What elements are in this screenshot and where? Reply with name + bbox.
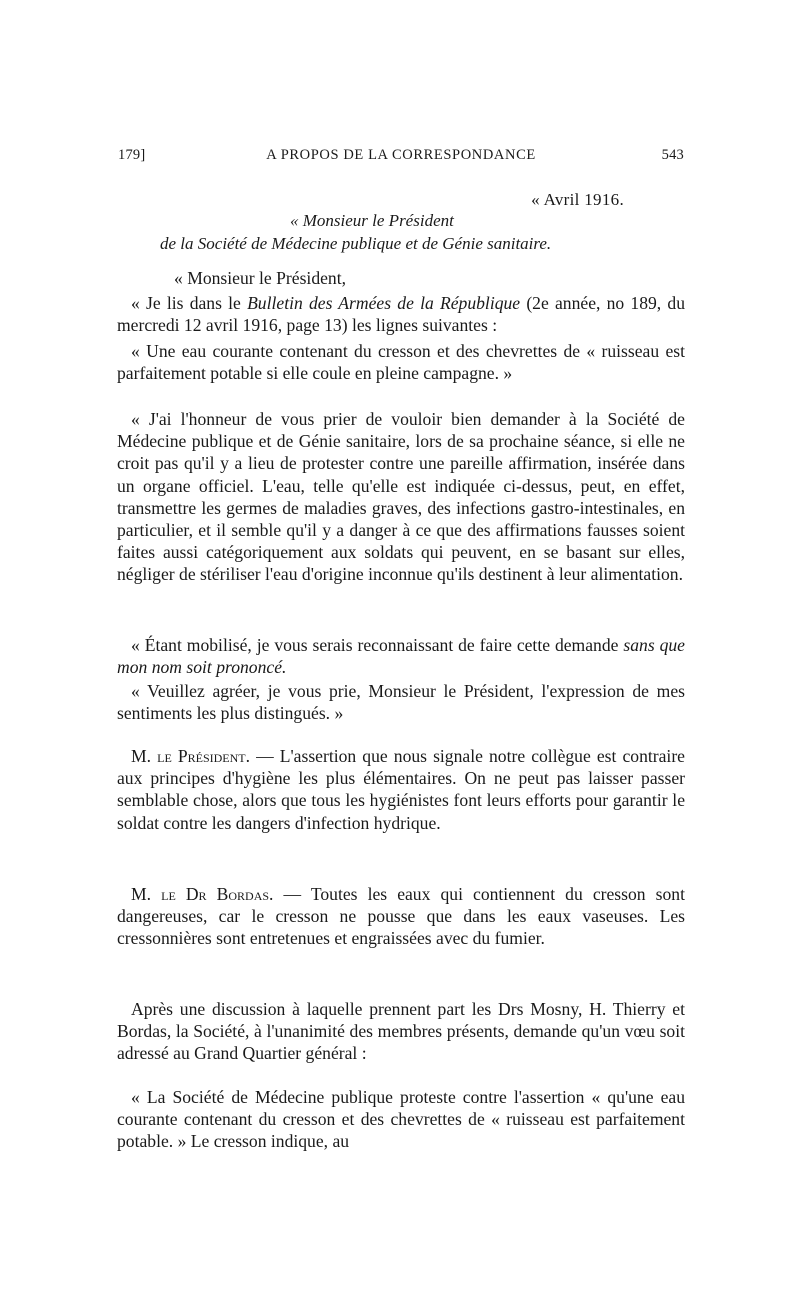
resolution-paragraph: « La Société de Médecine publique proteste contre l'assertion « qu'une eau courante contenant du cresson et des chevrettes de « ruisseau est parfaitement potable. » Le cresson indique, au xyxy=(117,1087,685,1152)
speaker-bordas: M. le Dr Bordas. xyxy=(131,884,274,904)
p3-text: « Étant mobilisé, je vous serais reconnaissant de faire cette demande xyxy=(131,635,624,655)
speaker-president: M. le Président. xyxy=(131,746,251,766)
header-title: A PROPOS DE LA CORRESPONDANCE xyxy=(266,147,536,163)
bordas-text: — Toutes les eaux qui contiennent du cresson sont dangereuses, car le cresson ne pousse que dans les eaux vaseuses. Les cressonnières sont entretenues et engraissées avec du fumier. xyxy=(117,884,685,949)
p1-italic-title: Bulletin des Armées de la République xyxy=(247,293,521,313)
letter-paragraph-4: « Veuillez agréer, je vous prie, Monsieur le Président, l'expression de mes sentiments les plus distingués. » xyxy=(117,681,685,724)
letter-salutation-1: « Monsieur le Président xyxy=(290,211,454,230)
letter-address: « Monsieur le Président, xyxy=(174,268,347,288)
letter-date: « Avril 1916. xyxy=(531,190,624,209)
p3-italic: sans que mon nom soit prononcé. xyxy=(117,635,685,678)
president-remark xyxy=(117,745,685,834)
letter-paragraph-3 xyxy=(117,634,685,678)
header-left: 179] xyxy=(118,147,146,163)
president-text: — L'assertion que nous signale notre collègue est contraire aux principes d'hygiène les plus élémentaires. On ne peut pas laisser passer semblable chose, alors que tous les hygiénistes font leurs efforts pour garantir le soldat contre les dangers d'infection hydrique. xyxy=(117,746,685,833)
page-number: 543 xyxy=(661,147,684,163)
letter-salutation-2: de la Société de Médecine publique et de Génie sanitaire. xyxy=(160,234,552,253)
letter-paragraph-1 xyxy=(117,292,685,336)
p1-text-b: (2e année, no 189, du mercredi 12 avril 1916, page 13) les lignes suivantes : xyxy=(117,293,685,336)
letter-quote: « Une eau courante contenant du cresson et des chevrettes de « ruisseau est parfaitement potable si elle coule en pleine campagne. » xyxy=(117,341,685,384)
bordas-remark xyxy=(117,883,685,950)
discussion-paragraph: Après une discussion à laquelle prennent part les Drs Mosny, H. Thierry et Bordas, la Société, à l'unanimité des membres présents, demande qu'un vœu soit adressé au Grand Quartier général : xyxy=(117,999,685,1064)
p1-text-a: « Je lis dans le xyxy=(131,293,248,313)
letter-paragraph-2: « J'ai l'honneur de vous prier de vouloir bien demander à la Société de Médecine publique et de Génie sanitaire, lors de sa prochaine séance, si elle ne croit pas qu'il y a lieu de protester contre une pareille affirmation, insérée dans un organe officiel. L'eau, telle qu'elle est indiquée ci-dessus, peut, en effet, transmettre les germes de maladies graves, des infections gastro-intestinales, en particulier, et il semble qu'il y a danger à ce que des affirmations fausses soient faites aussi catégoriquement aux soldats qui peuvent, en se basant sur elles, négliger de stériliser l'eau d'origine inconnue qu'ils destinent à leur alimentation. xyxy=(117,409,685,585)
